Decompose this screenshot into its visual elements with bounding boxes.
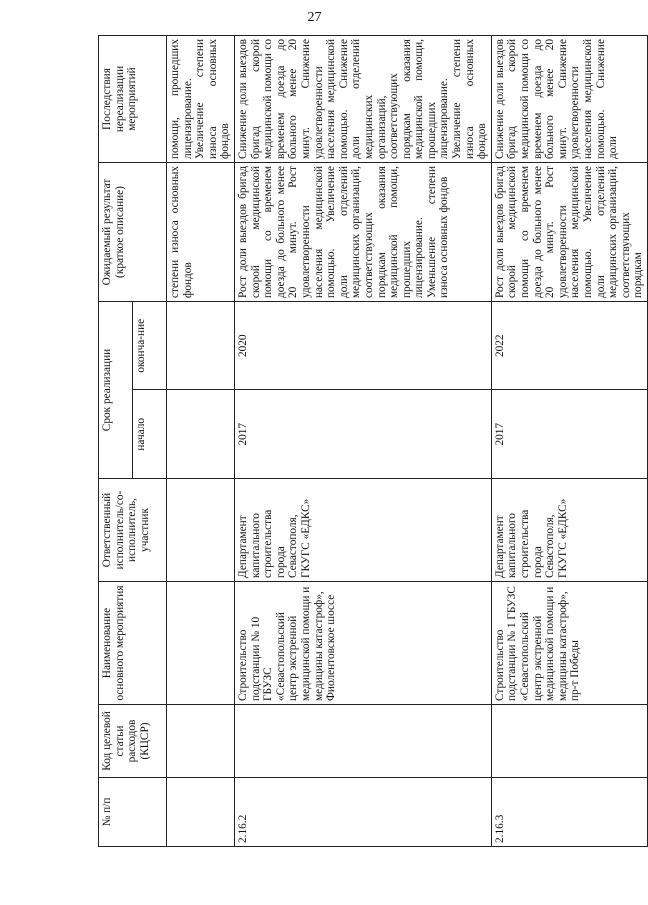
cell-responsible: Департамент капитального строительства города Севастополя, ГКУГС «ЕДКС» — [234, 479, 491, 582]
cell-consequences: помощи, прошедших лицензирование. Увеличение степени износа основных фондов — [167, 36, 235, 163]
header-responsible: Ответственный исполнитель/со-исполнитель, участник — [99, 479, 167, 582]
cell-start — [167, 390, 235, 479]
cell-result: Рост доли выездов бригад скорой медицинской помощи со временем доезда до больного менее 20 минут. Рост удовлетворенности населения медицинской помощью. Увеличение доли отделений медицинских организаций, соответствующих порядкам оказания медицинской помощи, прошедших лицензирование. Уменьшение степени износа основных фондов — [234, 163, 491, 302]
header-term: Срок реализации — [99, 302, 133, 479]
cell-end — [167, 302, 235, 391]
cell-consequences: Снижение доли выездов бригад скорой медицинской помощи со временем доезда до больного менее 20 минут. Снижение удовлетворенности населения медицинской помощью. Снижение доли отделений медицинских организаций, соответствующих порядкам оказания медицинской помощи, прошедших лицензирование. Увеличение степени износа основных фондов — [234, 36, 491, 163]
cell-result: Рост доли выездов бригад скорой медицинской помощи со временем доезда до больного менее 20 минут. Рост удовлетворенности населения медицинской помощью. Увеличение доли отделений медицинских организаций, соответствующих порядкам — [491, 163, 647, 302]
cell-num — [167, 778, 235, 847]
table-row — [491, 36, 647, 847]
table-header-row — [99, 36, 133, 847]
header-code: Код целевой статьи расходов (КЦСР) — [99, 705, 167, 778]
table-row — [167, 36, 235, 847]
cell-code — [491, 705, 647, 778]
cell-end: 2022 — [491, 302, 647, 391]
cell-name — [167, 582, 235, 705]
cell-num: 2.16.3 — [491, 778, 647, 847]
header-consequences: Последствия нереализации мероприятий — [99, 36, 167, 163]
cell-name: Строительство подстанции № 1 ГБУЗС «Севастопольский центр экстренной медицинской помощи и медицины катастроф», пр-т Победы — [491, 582, 647, 705]
cell-code — [167, 705, 235, 778]
cell-consequences: Снижение доли выездов бригад скорой медицинской помощи со временем доезда до больного менее 20 минут. Снижение удовлетворенности населения медицинской помощью. Снижение доли — [491, 36, 647, 163]
cell-name: Строительство подстанции № 10 ГБУЗС «Севастопольский центр экстренной медицинской помощи и медицины катастроф», Фиолентовское шоссе — [234, 582, 491, 705]
header-num: № п/п — [99, 778, 167, 847]
header-result: Ожидаемый результат (краткое описание) — [99, 163, 167, 302]
page-number: 27 — [307, 10, 322, 25]
cell-result: степени износа основных фондов — [167, 163, 235, 302]
cell-start: 2017 — [234, 390, 491, 479]
header-end: оконча-ние — [133, 302, 167, 391]
cell-responsible: Департамент капитального строительства города Севастополя, ГКУГС «ЕДКС» — [491, 479, 647, 582]
cell-code — [234, 705, 491, 778]
rotated-table-container — [98, 35, 645, 847]
program-measures-table — [98, 35, 648, 847]
header-name: Наименование основного мероприятия — [99, 582, 167, 705]
cell-num: 2.16.2 — [234, 778, 491, 847]
cell-end: 2020 — [234, 302, 491, 391]
cell-responsible — [167, 479, 235, 582]
table-row — [234, 36, 491, 847]
header-start: начало — [133, 390, 167, 479]
cell-start: 2017 — [491, 390, 647, 479]
